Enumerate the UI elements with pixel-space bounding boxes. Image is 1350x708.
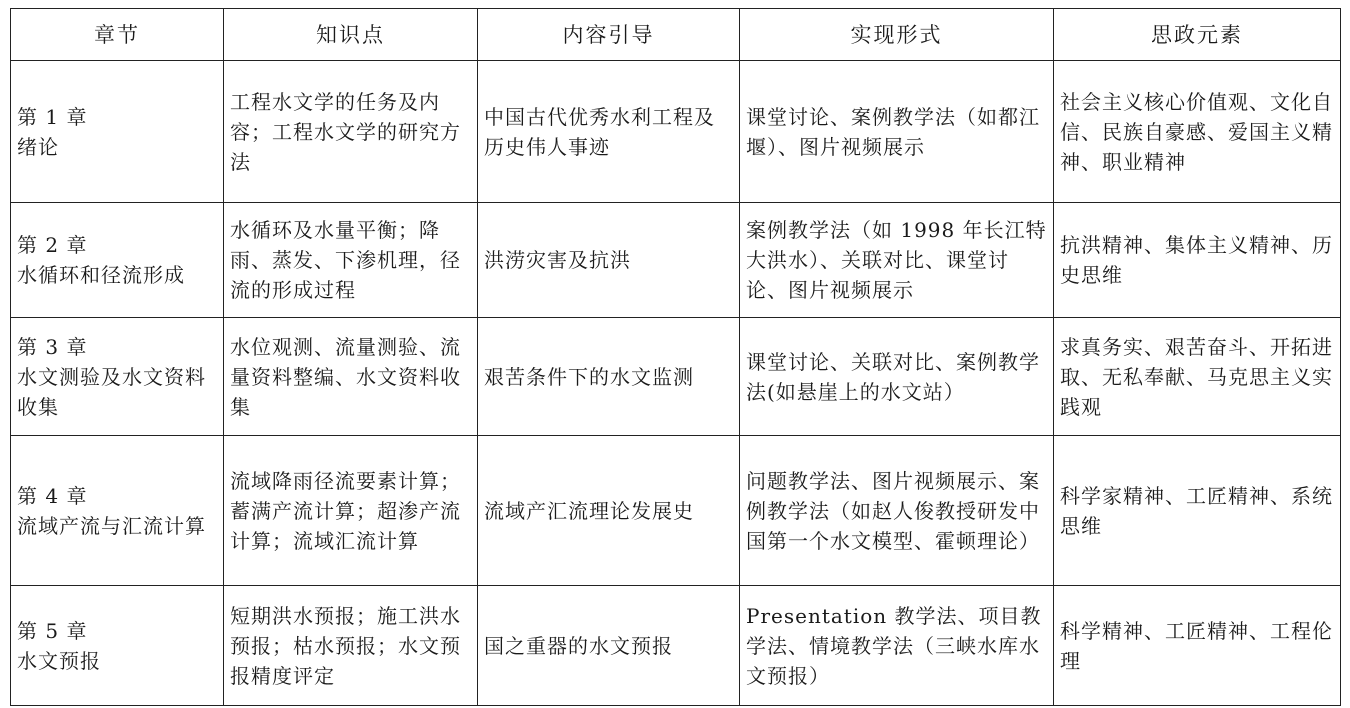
guidance-cell: 中国古代优秀水利工程及历史伟人事迹: [478, 61, 740, 203]
header-form: 实现形式: [740, 9, 1054, 61]
guidance-cell: 艰苦条件下的水文监测: [478, 318, 740, 436]
header-guidance: 内容引导: [478, 9, 740, 61]
table-row: [11, 318, 1341, 436]
chapter-number: 第 3 章: [17, 334, 88, 359]
guidance-cell: 洪涝灾害及抗洪: [478, 203, 740, 318]
guidance-cell: 国之重器的水文预报: [478, 586, 740, 706]
chapter-title: 水文测验及水文资料收集: [17, 364, 206, 419]
chapter-number: 第 1 章: [17, 104, 88, 129]
knowledge-cell: 工程水文学的任务及内容；工程水文学的研究方法: [224, 61, 478, 203]
chapter-number: 第 5 章: [17, 618, 88, 643]
knowledge-cell: 短期洪水预报；施工洪水预报；枯水预报；水文预报精度评定: [224, 586, 478, 706]
table-row: [11, 436, 1341, 586]
table-row: [11, 586, 1341, 706]
elements-cell: 科学家精神、工匠精神、系统思维: [1054, 436, 1341, 586]
chapter-title: 流域产流与汇流计算: [17, 513, 206, 538]
form-cell: Presentation 教学法、项目教学法、情境教学法（三峡水库水文预报）: [740, 586, 1054, 706]
form-cell: 案例教学法（如 1998 年长江特大洪水）、关联对比、课堂讨论、图片视频展示: [740, 203, 1054, 318]
chapter-cell: [11, 203, 224, 318]
chapter-title: 水文预报: [17, 648, 101, 673]
chapter-cell: [11, 61, 224, 203]
form-cell: 课堂讨论、案例教学法（如都江堰）、图片视频展示: [740, 61, 1054, 203]
guidance-cell: 流域产汇流理论发展史: [478, 436, 740, 586]
chapter-cell: [11, 436, 224, 586]
table-row: [11, 203, 1341, 318]
header-row: [11, 9, 1341, 61]
chapter-cell: [11, 318, 224, 436]
elements-cell: 求真务实、艰苦奋斗、开拓进取、无私奉献、马克思主义实践观: [1054, 318, 1341, 436]
elements-cell: 社会主义核心价值观、文化自信、民族自豪感、爱国主义精神、职业精神: [1054, 61, 1341, 203]
knowledge-cell: 水位观测、流量测验、流量资料整编、水文资料收集: [224, 318, 478, 436]
table-row: [11, 61, 1341, 203]
knowledge-cell: 流域降雨径流要素计算；蓄满产流计算；超渗产流计算；流域汇流计算: [224, 436, 478, 586]
form-cell: 课堂讨论、关联对比、案例教学法(如悬崖上的水文站）: [740, 318, 1054, 436]
chapter-title: 水循环和径流形成: [17, 263, 185, 287]
chapter-number: 第 4 章: [17, 483, 88, 508]
curriculum-table: [10, 8, 1341, 706]
header-chapter: 章节: [11, 9, 224, 61]
chapter-number: 第 2 章: [17, 233, 88, 257]
header-elements: 思政元素: [1054, 9, 1341, 61]
chapter-cell: [11, 586, 224, 706]
chapter-title: 绪论: [17, 134, 59, 159]
elements-cell: 科学精神、工匠精神、工程伦理: [1054, 586, 1341, 706]
knowledge-cell: 水循环及水量平衡；降雨、蒸发、下渗机理，径流的形成过程: [224, 203, 478, 318]
elements-cell: 抗洪精神、集体主义精神、历史思维: [1054, 203, 1341, 318]
form-cell: 问题教学法、图片视频展示、案例教学法（如赵人俊教授研发中国第一个水文模型、霍顿理论）: [740, 436, 1054, 586]
header-knowledge: 知识点: [224, 9, 478, 61]
